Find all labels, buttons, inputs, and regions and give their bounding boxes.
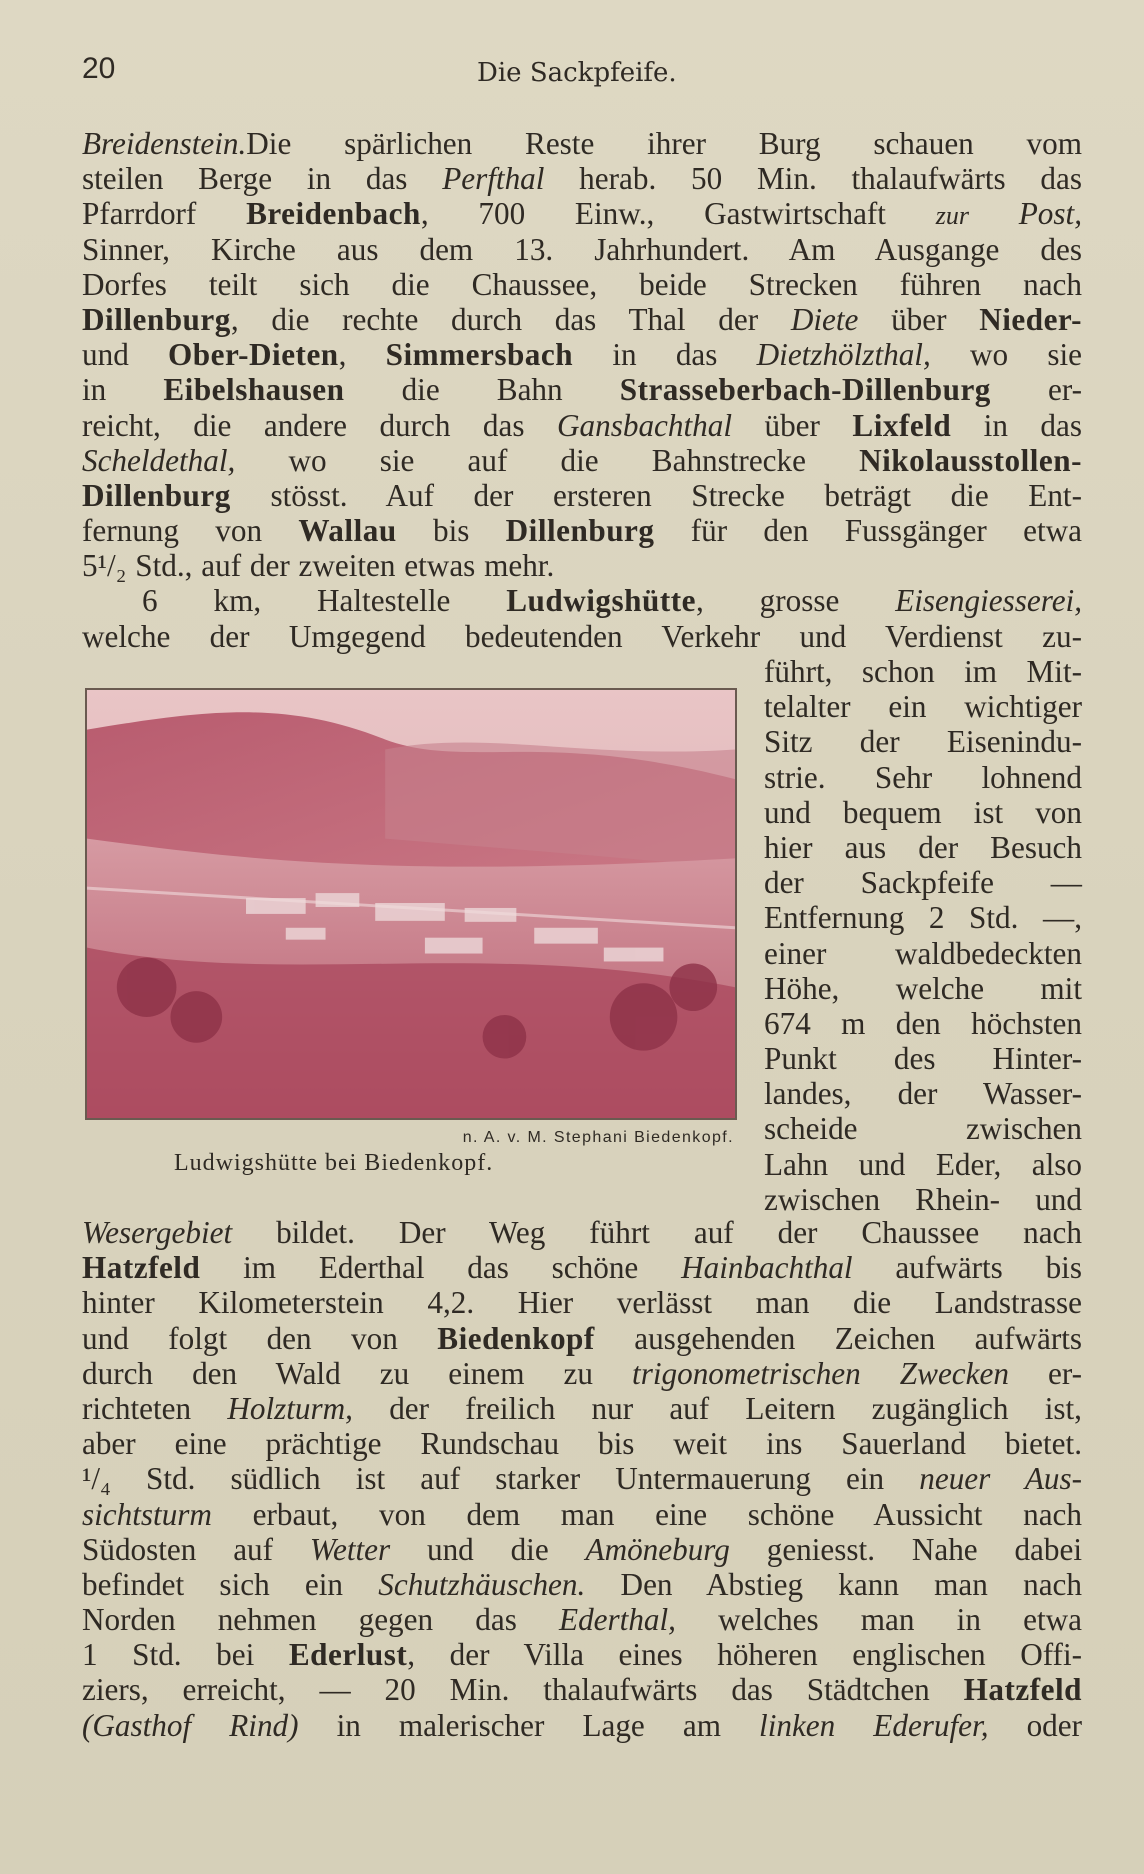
text-run: reicht, die andere durch das (82, 407, 557, 443)
text-run: Diete (790, 301, 859, 337)
text-run: Ederthal, (559, 1602, 676, 1638)
text-run: in das (573, 337, 757, 373)
text-line (82, 1708, 1082, 1743)
text-run: fernung von (82, 513, 299, 549)
figure-caption: Ludwigshütte bei Biedenkopf. (174, 1150, 494, 1176)
landscape-photo-icon (87, 690, 735, 1118)
text-run: Std., auf der zweiten etwas mehr. (126, 548, 555, 584)
text-run: geniesst. Nahe dabei (729, 1531, 1082, 1567)
text-line (82, 1250, 1082, 1285)
figure (82, 682, 742, 1202)
text-run: , 700 Einw., Gastwirtschaft (420, 196, 936, 232)
text-run: ausgehenden Zeichen aufwärts (594, 1320, 1083, 1356)
text-line (82, 408, 1082, 443)
text-line: der Sackpfeife — (764, 865, 1082, 901)
text-line (82, 1356, 1082, 1391)
text-run: Norden nehmen gegen das (82, 1602, 560, 1638)
body-text-top (82, 126, 1082, 654)
text-line (82, 1391, 1082, 1426)
text-run: erbaut, von dem man eine schöne Aussicht nach (211, 1496, 1082, 1532)
text-run: Gansbachthal (557, 407, 732, 443)
text-run: , (338, 337, 386, 373)
text-run: wo sie auf die Bahnstrecke (235, 442, 860, 478)
text-line: telalter ein wichtiger (764, 689, 1082, 725)
text-run: über (732, 407, 853, 443)
text-line (82, 478, 1082, 513)
text-run: Dorfes teilt sich die Chaussee, beide Strecken führen nach (82, 266, 1082, 302)
text-run: Südosten auf (82, 1531, 310, 1567)
text-run: Breidenstein. (82, 126, 247, 161)
text-run: Scheldethal, (82, 442, 236, 478)
text-line: Lahn und Eder, also (764, 1146, 1082, 1182)
text-line (82, 196, 1082, 231)
text-run: in das (951, 407, 1083, 443)
text-run: Hatzfeld (963, 1672, 1082, 1708)
text-line: und bequem ist von (764, 794, 1082, 830)
text-run: im Ederthal das schöne (200, 1250, 682, 1286)
text-line: Entfernung 2 Std. —, (764, 900, 1082, 936)
text-run: 5¹/₂ (82, 548, 127, 584)
text-run: Lixfeld (852, 407, 952, 443)
text-run: wo sie (930, 337, 1082, 373)
text-run: Biedenkopf (437, 1320, 595, 1356)
text-run: Ederlust (288, 1637, 408, 1673)
text-line (82, 1567, 1082, 1602)
text-line: führt, schon im Mit- (764, 654, 1082, 689)
text-run: aber eine prächtige Rundschau bis weit ins Sauerland bietet. (82, 1426, 1082, 1462)
text-run: er- (1008, 1355, 1082, 1391)
running-title: Die Sackpfeife. (477, 58, 677, 88)
text-run: hinter Kilometerstein 4,2. Hier verlässt man die Landstrasse (82, 1285, 1082, 1321)
text-run: Ludwigshütte (506, 583, 696, 619)
text-run: Wallau (298, 513, 397, 549)
text-line (82, 1602, 1082, 1637)
text-run: , der Villa eines höheren englischen Offi- (407, 1637, 1082, 1673)
text-run: Ober-Dieten (168, 337, 339, 373)
text-run: Simmersbach (385, 337, 574, 373)
text-run: und (82, 337, 169, 373)
text-run: linken Ederufer, (759, 1707, 989, 1743)
text-run: 1 Std. bei (82, 1637, 289, 1673)
text-run: befindet sich ein (82, 1566, 379, 1602)
text-run: Den Abstieg kann man nach (585, 1566, 1082, 1602)
text-line (82, 372, 1082, 407)
text-run: neuer Aus- (919, 1461, 1082, 1497)
text-run: und folgt den von (82, 1320, 438, 1356)
text-line (82, 337, 1082, 372)
text-line: landes, der Wasser- (764, 1076, 1082, 1112)
text-run: aufwärts bis (852, 1250, 1082, 1286)
text-run: Nieder- (979, 301, 1082, 337)
text-run: Wetter (309, 1531, 391, 1567)
text-run: die Bahn (344, 372, 620, 408)
text-line (82, 548, 1082, 583)
text-run: Nikolausstollen- (859, 442, 1082, 478)
text-line (82, 1426, 1082, 1461)
text-run: Dietzhölzthal, (756, 337, 931, 373)
text-run: , die rechte durch das Thal der (230, 301, 791, 337)
text-run: Pfarrdorf (82, 196, 247, 232)
text-line (82, 1672, 1082, 1707)
text-run: Eisengiesserei, (895, 583, 1082, 619)
text-line: einer waldbedeckten (764, 935, 1082, 971)
text-run: oder (988, 1707, 1083, 1743)
text-line (82, 1285, 1082, 1320)
text-line (82, 1532, 1082, 1567)
text-line (82, 443, 1082, 478)
text-line: scheide zwischen (764, 1111, 1082, 1147)
text-line (82, 1321, 1082, 1356)
text-line (82, 267, 1082, 302)
text-line (82, 1215, 1082, 1250)
text-run: Amöneburg (585, 1531, 730, 1567)
text-line (82, 232, 1082, 267)
page-header (82, 52, 1082, 102)
text-run: für den Fussgänger etwa (654, 513, 1082, 549)
text-run: herab. 50 Min. thalaufwärts das (544, 161, 1082, 197)
text-run: Wesergebiet (82, 1215, 233, 1250)
photo-ludwigshuette (85, 688, 737, 1120)
text-run: und die (390, 1531, 586, 1567)
text-run: Sinner, Kirche aus dem 13. Jahrhundert. Am Ausgange des (82, 231, 1082, 267)
text-run: Dillenburg (82, 477, 231, 513)
text-line (82, 513, 1082, 548)
text-run: richteten (82, 1390, 228, 1426)
text-line (82, 583, 1082, 618)
text-run: stösst. Auf der ersteren Strecke beträgt die Ent- (230, 477, 1082, 513)
text-run: Hainbachthal (681, 1250, 853, 1286)
text-line (82, 1497, 1082, 1532)
text-line: Höhe, welche mit (764, 970, 1082, 1006)
text-run: (Gasthof Rind) (82, 1707, 299, 1743)
text-line (82, 1637, 1082, 1672)
text-line (82, 161, 1082, 196)
text-line: hier aus der Besuch (764, 829, 1082, 865)
text-run: 6 km, Haltestelle (142, 583, 507, 619)
text-run: bis (396, 513, 506, 549)
text-run: Die spärlichen Reste ihrer Burg schauen vom (246, 126, 1082, 161)
text-run: bildet. Der Weg führt auf der Chaussee nach (232, 1215, 1082, 1250)
text-run: , grosse (695, 583, 896, 619)
text-line: strie. Sehr lohnend (764, 759, 1082, 795)
text-run: Dillenburg (82, 301, 231, 337)
text-run (969, 196, 1019, 231)
text-line (82, 619, 1082, 654)
photo-credit: n. A. v. M. Stephani Biedenkopf. (462, 1129, 734, 1146)
text-run: Schutzhäuschen. (378, 1566, 586, 1602)
page-number: 20 (82, 52, 116, 85)
text-run: Strasseberbach-Dillenburg (619, 372, 991, 408)
text-line (82, 126, 1082, 161)
text-run: der freilich nur auf Leitern zugänglich ist, (352, 1390, 1082, 1426)
text-run: Dillenburg (505, 513, 655, 549)
text-run: Holzturm, (227, 1390, 353, 1426)
text-run: ziers, erreicht, — 20 Min. thalaufwärts das Städtchen (82, 1672, 964, 1708)
text-line: Punkt des Hinter- (764, 1041, 1082, 1077)
text-run: über (858, 301, 980, 337)
text-line: Sitz der Eisenindu- (764, 724, 1082, 760)
text-run: in malerischer Lage am (298, 1707, 760, 1743)
text-line: zwischen Rhein- und (764, 1181, 1082, 1217)
text-run: sichtsturm (82, 1496, 212, 1532)
text-run: Eibelshausen (163, 372, 345, 408)
text-run: durch den Wald zu einem zu (82, 1355, 633, 1391)
body-text-side (764, 654, 1082, 1217)
text-run: Breidenbach (246, 196, 421, 232)
text-run: er- (990, 372, 1082, 408)
text-line (82, 302, 1082, 337)
body-text-bottom (82, 1215, 1082, 1743)
text-run: zur (935, 201, 969, 231)
text-run: Hatzfeld (82, 1250, 201, 1286)
text-run: ¹/₄ (82, 1461, 111, 1497)
text-line (82, 1461, 1082, 1496)
text-run: welches man in etwa (675, 1602, 1082, 1638)
text-run: steilen Berge in das (82, 161, 443, 197)
text-run: trigonometrischen Zwecken (632, 1355, 1009, 1391)
text-line: 674 m den höchsten (764, 1005, 1082, 1041)
text-run: Perfthal (442, 161, 545, 197)
text-run: Std. südlich ist auf starker Untermauerung ein (110, 1461, 920, 1497)
text-run: Post, (1018, 196, 1082, 232)
text-run: welche der Umgegend bedeutenden Verkehr und Verdienst zu- (82, 618, 1082, 654)
text-run: in (82, 372, 164, 408)
